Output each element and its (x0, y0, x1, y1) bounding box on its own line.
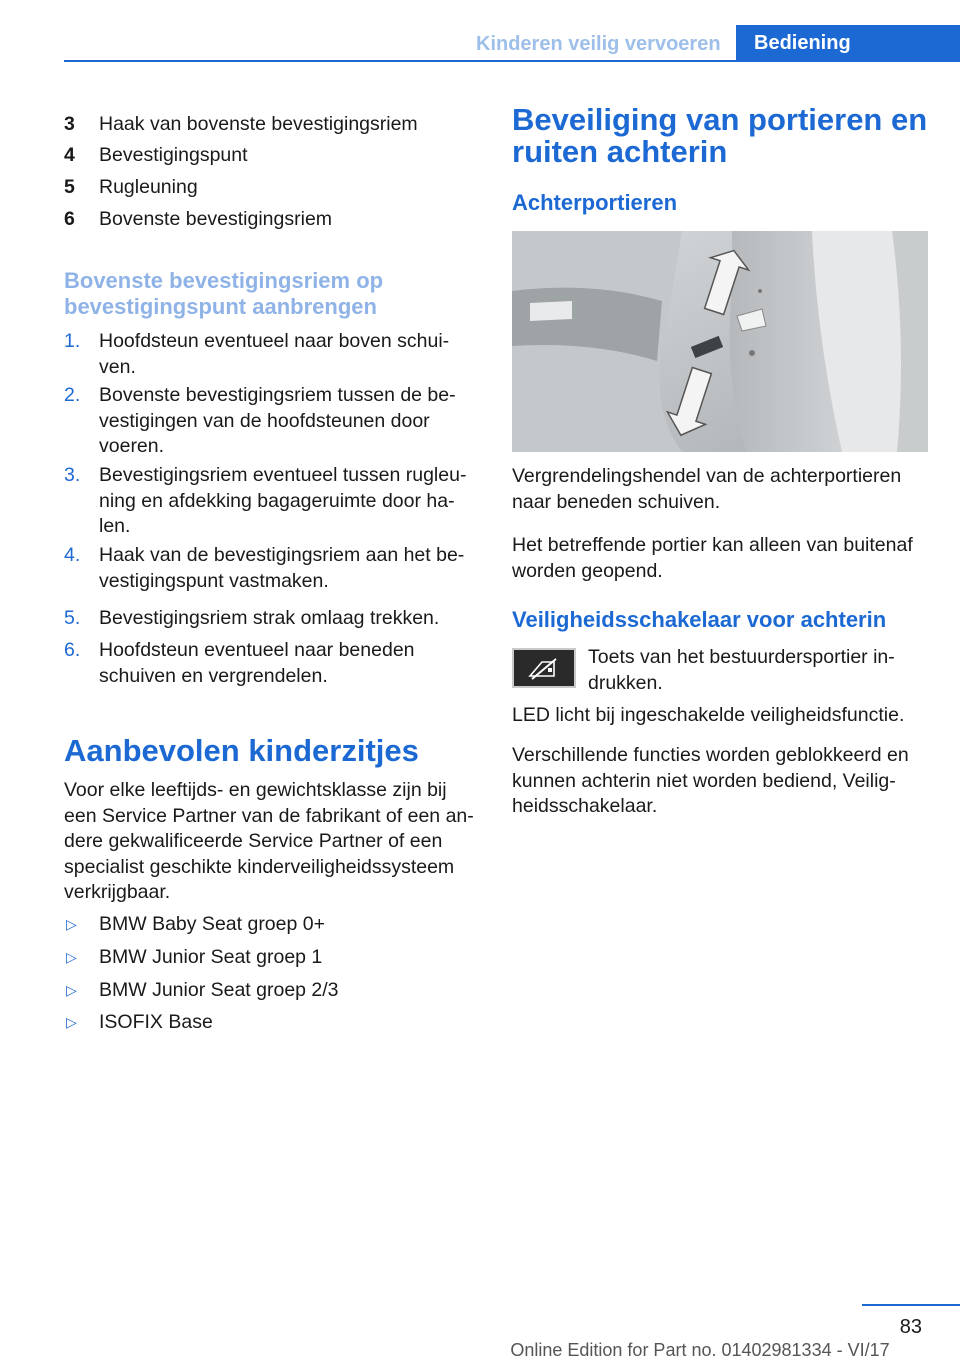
page-number: 83 (899, 1316, 922, 1338)
step-text-line: len. (99, 515, 131, 537)
paragraph-line: Vergrendelingshendel van de achterportieren (512, 465, 902, 487)
list-item-text: BMW Junior Seat groep 2/3 (99, 979, 339, 1001)
strap-heading-line: bevestigingspunt aanbrengen (64, 294, 377, 319)
rear-doors-heading: Achterportieren (512, 190, 678, 215)
step-text-line: vestigingspunt vastmaken. (99, 569, 329, 592)
triangle-bullet-icon: ▷ (66, 1014, 77, 1030)
header-chapter-tab: Bediening (736, 25, 960, 62)
paragraph-line: naar beneden schuiven. (512, 490, 721, 513)
window-lock-button-icon (512, 648, 576, 688)
step-text-line: Hoofdsteun eventueel naar beneden (99, 639, 415, 661)
step-text-line: Bevestigingsriem eventueel tussen rugleu- (99, 464, 467, 486)
security-heading (512, 104, 952, 168)
list-item-text: Bevestigingspunt (99, 144, 248, 166)
triangle-bullet-icon: ▷ (66, 949, 77, 965)
paragraph-line: verkrijgbaar. (64, 881, 171, 903)
triangle-bullet-icon: ▷ (66, 916, 77, 932)
step-text-line: vestigingen van de hoofdsteunen door (99, 409, 430, 432)
footer-edition: Online Edition for Part no. 01402981334 - VI/17 (510, 1340, 890, 1360)
list-item (64, 143, 484, 175)
paragraph-line: Het betreffende portier kan alleen van buitenaf (512, 534, 913, 556)
step-text-line: Haak van de bevestigingsriem aan het be- (99, 544, 465, 566)
step-text-line: ning en afdekking bagageruimte door ha- (99, 489, 455, 512)
list-item-number: 5 (64, 176, 75, 198)
step-text-line: Bovenste bevestigingsriem tussen de be- (99, 384, 456, 406)
paragraph-line: een Service Partner van de fabrikant of een an- (64, 804, 474, 827)
list-item-text: Rugleuning (99, 176, 198, 198)
step-number: 5. (64, 607, 81, 629)
step-number: 3. (64, 464, 81, 486)
paragraph-line: dere gekwalificeerde Service Partner of een (64, 830, 443, 852)
step-number: 1. (64, 330, 81, 352)
paragraph-line: kunnen achterin niet worden bediend, Veilig- (512, 769, 896, 792)
step-text-line: Hoofdsteun eventueel naar boven schui- (99, 330, 450, 352)
list-item-number: 4 (64, 144, 75, 166)
blocked-functions-paragraph (512, 743, 952, 820)
paragraph-line: worden geopend. (512, 559, 663, 582)
safety-switch-instruction (588, 645, 948, 696)
safety-switch-heading: Veiligheidsschakelaar voor achterin (512, 607, 887, 632)
led-paragraph: LED licht bij ingeschakelde veiligheidsfunctie. (512, 704, 905, 726)
list-item-text: Haak van bovenste bevestigingsriem (99, 113, 418, 135)
paragraph-line: specialist geschikte kinderveiligheidssysteem (64, 855, 455, 878)
step-text-line: voeren. (99, 435, 165, 457)
list-item (64, 112, 484, 144)
list-item (64, 207, 484, 239)
recommended-heading: Aanbevolen kinderzitjes (64, 733, 419, 768)
list-item-number: 3 (64, 113, 75, 135)
strap-heading-line: Bovenste bevestigingsriem op (64, 268, 384, 293)
heading-line: ruiten achterin (512, 134, 728, 169)
step-number: 6. (64, 639, 81, 661)
list-item-text: Bovenste bevestigingsriem (99, 208, 333, 230)
step-number: 2. (64, 384, 81, 406)
step-number: 4. (64, 544, 81, 566)
list-item-text: BMW Baby Seat groep 0+ (99, 913, 325, 935)
list-item-text: BMW Junior Seat groep 1 (99, 946, 323, 968)
header-section-title: Kinderen veilig vervoeren (476, 33, 721, 55)
paragraph-line: Verschillende functies worden geblokkeerd en (512, 744, 909, 766)
step-text-line: schuiven en vergrendelen. (99, 664, 328, 687)
list-item (64, 175, 484, 207)
header-rule (64, 60, 960, 62)
triangle-bullet-icon: ▷ (66, 982, 77, 998)
paragraph-line: drukken. (588, 671, 663, 694)
strap-heading (64, 268, 383, 320)
list-item-text: ISOFIX Base (99, 1011, 213, 1033)
paragraph-line: heidsschakelaar. (512, 795, 658, 817)
rear-doors-paragraph-1 (512, 464, 952, 515)
rear-door-lock-photo (512, 231, 928, 452)
step-text-line: ven. (99, 355, 136, 378)
recommended-paragraph (64, 778, 484, 906)
paragraph-line: Voor elke leeftijds- en gewichtsklasse zijn bij (64, 779, 447, 801)
step-text-line: Bevestigingsriem strak omlaag trekken. (99, 607, 440, 629)
list-item-number: 6 (64, 208, 75, 230)
paragraph-line: Toets van het bestuurdersportier in- (588, 646, 895, 668)
heading-line: Beveiliging van portieren en (512, 102, 928, 137)
rear-doors-paragraph-2 (512, 533, 952, 584)
footer-rule (862, 1304, 960, 1306)
